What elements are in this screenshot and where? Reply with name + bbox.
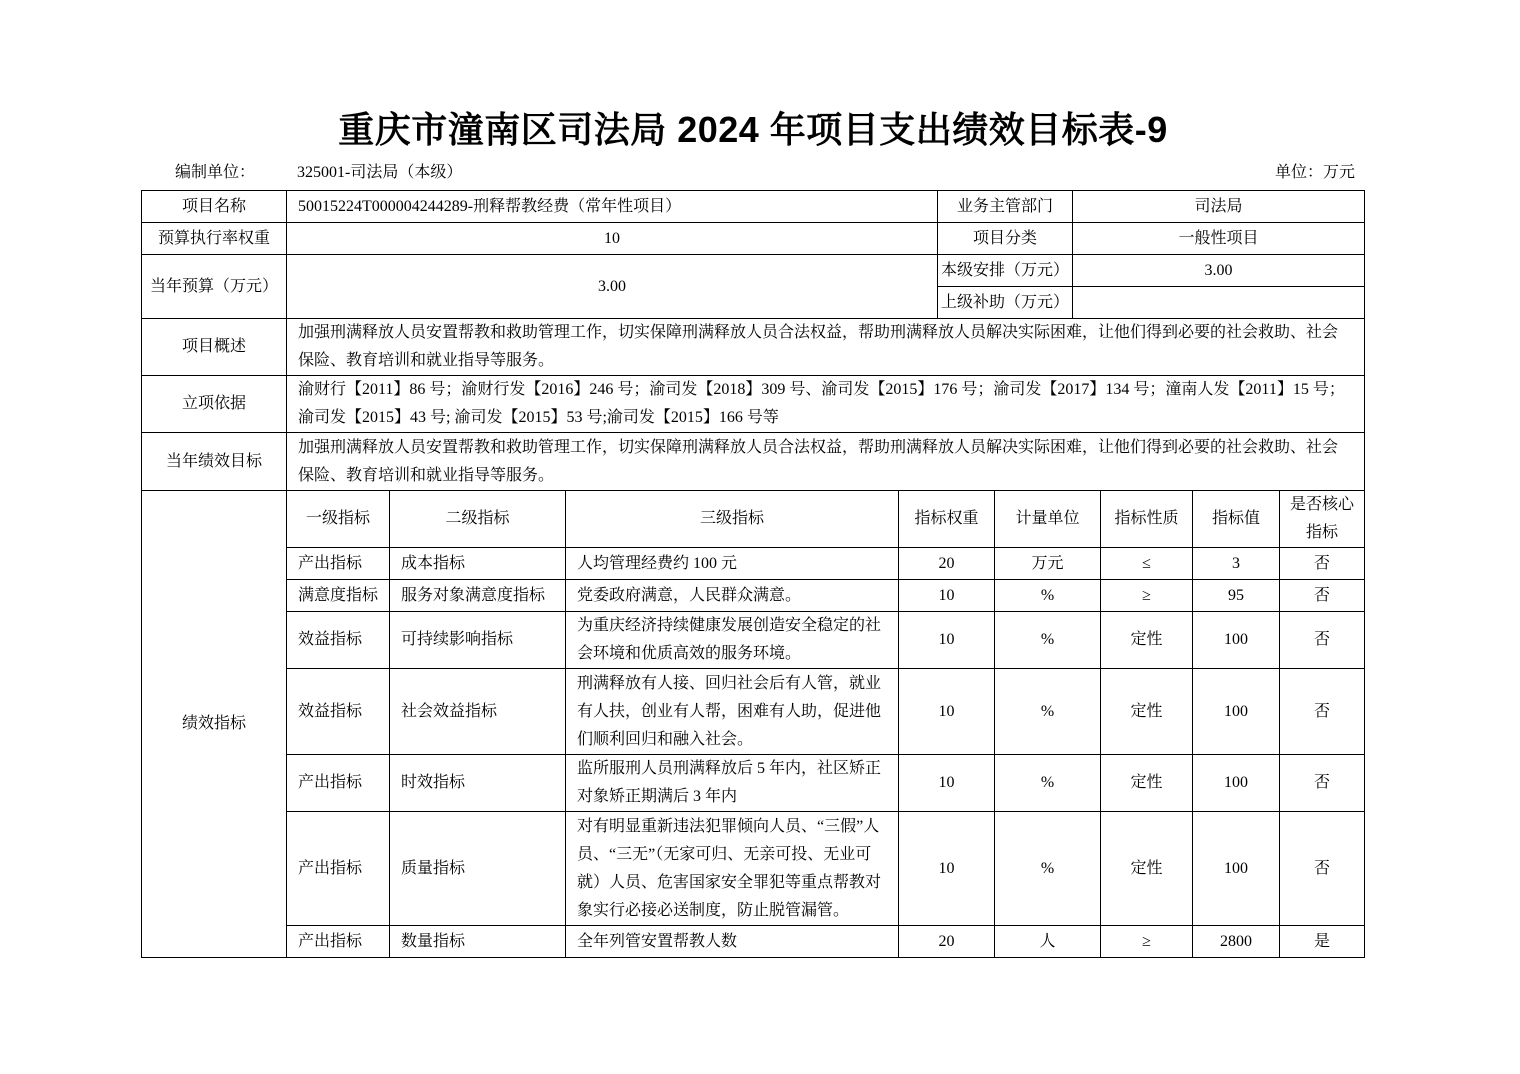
indicator-row-2-unit: % [994,579,1101,612]
indicator-row-7-unit: 人 [994,925,1101,958]
indicator-row-6-unit: % [994,811,1101,926]
indicator-row-7-value: 2800 [1192,925,1280,958]
indicator-row-5-level1: 产出指标 [286,754,390,812]
indicator-row-1-level1: 产出指标 [286,547,390,580]
indicator-row-1-nature: ≤ [1100,547,1193,580]
annual-goal-text: 加强刑满释放人员安置帮教和救助管理工作，切实保障刑满释放人员合法权益，帮助刑满释放人员解决实际困难，让他们得到必要的社会救助、社会保险、教育培训和就业指导等服务。 [286,432,1365,491]
header-level3: 三级指标 [565,490,899,548]
indicator-row-7-nature: ≥ [1100,925,1193,958]
indicator-row-4-level1: 效益指标 [286,668,390,755]
indicator-row-6-level1: 产出指标 [286,811,390,926]
indicator-row-6-core: 否 [1279,811,1365,926]
indicator-row-1-value: 3 [1192,547,1280,580]
basis-label: 立项依据 [141,375,287,433]
header-level2: 二级指标 [389,490,566,548]
indicator-row-4-unit: % [994,668,1101,755]
currency-unit: 单位：万元 [1274,164,1355,181]
indicator-row-7-weight: 20 [898,925,995,958]
header-weight: 指标权重 [898,490,995,548]
indicator-row-4-weight: 10 [898,668,995,755]
header-unit: 计量单位 [994,490,1101,548]
indicator-row-3-value: 100 [1192,611,1280,669]
header-nature: 指标性质 [1100,490,1193,548]
indicator-row-3-weight: 10 [898,611,995,669]
annual-goal-label: 当年绩效目标 [141,432,287,491]
indicator-row-5-value: 100 [1192,754,1280,812]
indicator-row-6-level2: 质量指标 [389,811,566,926]
indicator-row-5-weight: 10 [898,754,995,812]
indicator-row-1-level2: 成本指标 [389,547,566,580]
indicator-row-6-weight: 10 [898,811,995,926]
higher-subsidy-value [1072,286,1365,319]
indicator-row-6-level3: 对有明显重新违法犯罪倾向人员、“三假”人员、“三无”（无家可归、无亲可投、无业可就）人员、危害国家安全罪犯等重点帮教对象实行必接必送制度，防止脱管漏管。 [565,811,899,926]
indicator-row-6-nature: 定性 [1100,811,1193,926]
indicator-row-3-level3: 为重庆经济持续健康发展创造安全稳定的社会环境和优质高效的服务环境。 [565,611,899,669]
annual-budget-label: 当年预算（万元） [141,254,287,319]
department-label: 业务主管部门 [937,190,1073,223]
indicator-row-2-weight: 10 [898,579,995,612]
indicator-row-2-level3: 党委政府满意，人民群众满意。 [565,579,899,612]
indicator-row-3-core: 否 [1279,611,1365,669]
project-category-value: 一般性项目 [1072,222,1365,255]
local-allocation-value: 3.00 [1072,254,1365,287]
basis-text: 渝财行【2011】86 号；渝财行发【2016】246 号；渝司发【2018】309 号、渝司发【2015】176 号；渝司发【2017】134 号；潼南人发【2011】15 号；渝司发【2015】43 号; 渝司发【2015】53 号;渝司发【2015】166 号等 [286,375,1365,433]
indicator-row-5-level2: 时效指标 [389,754,566,812]
indicator-row-7-core: 是 [1279,925,1365,958]
indicator-row-5-unit: % [994,754,1101,812]
project-name-label: 项目名称 [141,190,287,223]
higher-subsidy-label: 上级补助（万元） [937,286,1073,319]
project-category-label: 项目分类 [937,222,1073,255]
indicator-row-1-unit: 万元 [994,547,1101,580]
indicator-row-7-level3: 全年列管安置帮教人数 [565,925,899,958]
indicator-row-7-level1: 产出指标 [286,925,390,958]
execution-weight-value: 10 [286,222,938,255]
indicator-row-4-nature: 定性 [1100,668,1193,755]
indicator-row-2-value: 95 [1192,579,1280,612]
overview-label: 项目概述 [141,318,287,376]
project-name-value: 50015224T000004244289-刑释帮教经费（常年性项目） [286,190,938,223]
indicator-row-2-nature: ≥ [1100,579,1193,612]
indicator-row-4-level3: 刑满释放有人接、回归社会后有人管，就业有人扶，创业有人帮，困难有人助，促进他们顺利回归和融入社会。 [565,668,899,755]
page-title: 重庆市潼南区司法局 2024 年项目支出绩效目标表-9 [338,109,1168,150]
indicator-row-4-level2: 社会效益指标 [389,668,566,755]
indicators-section-label: 绩效指标 [141,490,287,958]
header-value: 指标值 [1192,490,1280,548]
indicator-row-7-level2: 数量指标 [389,925,566,958]
local-allocation-label: 本级安排（万元） [937,254,1073,287]
indicator-row-4-core: 否 [1279,668,1365,755]
indicator-row-2-core: 否 [1279,579,1365,612]
header-level1: 一级指标 [286,490,390,548]
compiling-unit-value: 325001-司法局（本级） [297,164,463,181]
indicator-row-3-unit: % [994,611,1101,669]
overview-text: 加强刑满释放人员安置帮教和救助管理工作，切实保障刑满释放人员合法权益，帮助刑满释放人员解决实际困难，让他们得到必要的社会救助、社会保险、教育培训和就业指导等服务。 [286,318,1365,376]
indicator-row-4-value: 100 [1192,668,1280,755]
execution-weight-label: 预算执行率权重 [141,222,287,255]
indicator-row-5-level3: 监所服刑人员刑满释放后 5 年内，社区矫正对象矫正期满后 3 年内 [565,754,899,812]
indicator-row-6-value: 100 [1192,811,1280,926]
compiling-unit-label: 编制单位： [175,164,256,181]
indicator-row-5-core: 否 [1279,754,1365,812]
indicator-row-3-nature: 定性 [1100,611,1193,669]
indicator-row-3-level2: 可持续影响指标 [389,611,566,669]
indicator-row-2-level2: 服务对象满意度指标 [389,579,566,612]
indicator-row-3-level1: 效益指标 [286,611,390,669]
indicator-row-1-core: 否 [1279,547,1365,580]
annual-budget-value: 3.00 [286,254,938,319]
indicator-row-1-weight: 20 [898,547,995,580]
indicator-row-5-nature: 定性 [1100,754,1193,812]
header-core: 是否核心指标 [1279,490,1365,548]
indicator-row-1-level3: 人均管理经费约 100 元 [565,547,899,580]
department-value: 司法局 [1072,190,1365,223]
indicator-row-2-level1: 满意度指标 [286,579,390,612]
